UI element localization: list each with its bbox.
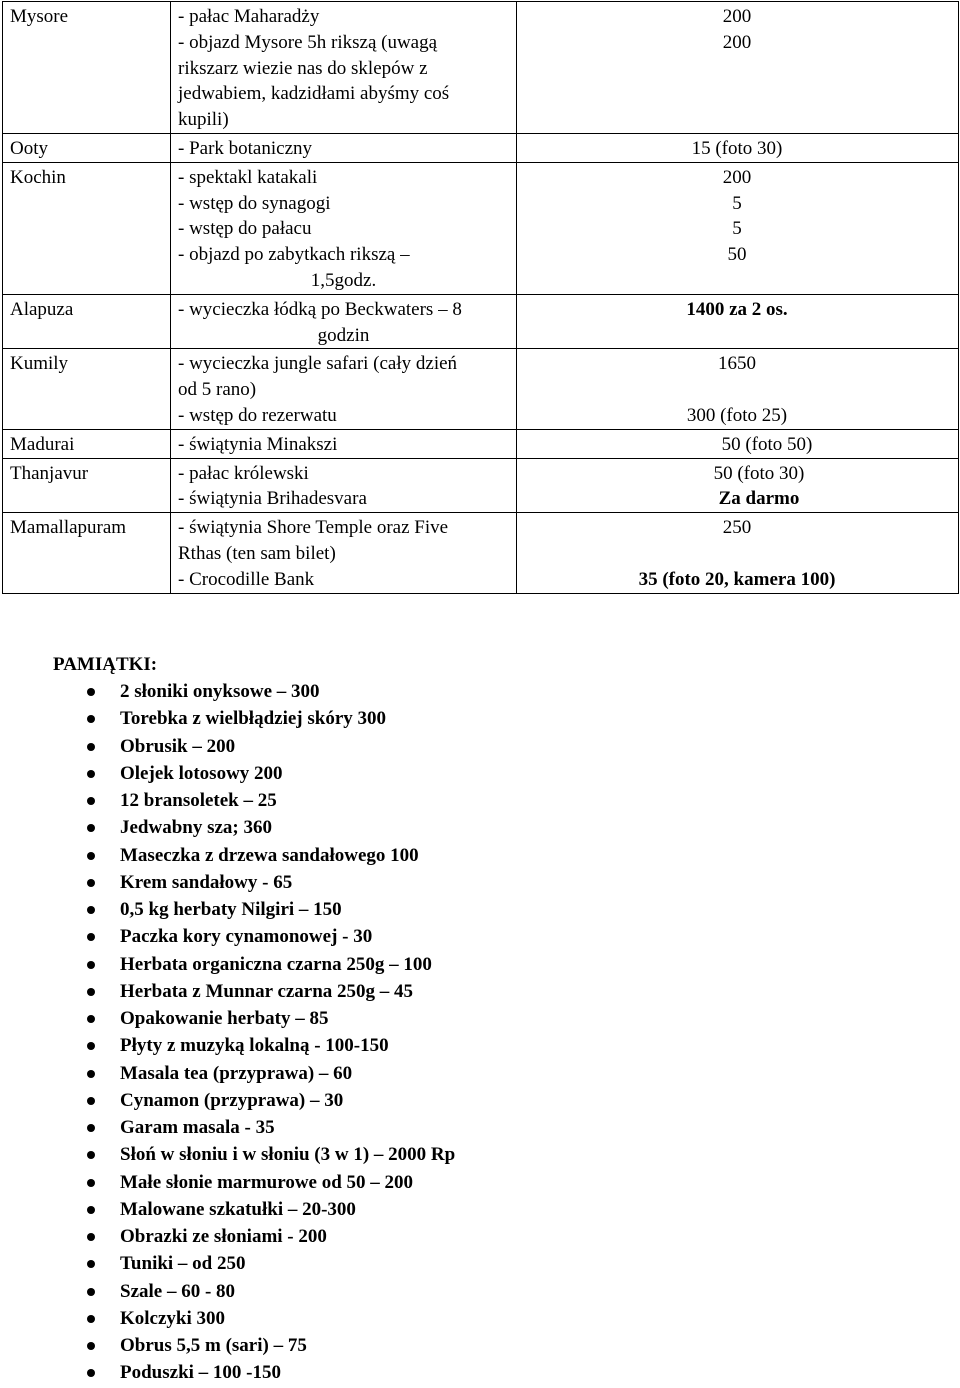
- price-line: 200: [722, 166, 752, 188]
- list-item-text: Szale – 60 - 80: [120, 1280, 236, 1302]
- table-row: [3, 2, 959, 134]
- bullet-icon: [87, 770, 95, 778]
- city-cell: Alapuza: [3, 294, 171, 349]
- list-item-text: Masala tea (przyprawa) – 60: [120, 1062, 353, 1084]
- list-item-text: Paczka kory cynamonowej - 30: [120, 926, 373, 948]
- activity-line: - Crocodille Bank: [178, 568, 315, 590]
- activity-line: - wstęp do pałacu: [178, 218, 312, 240]
- activity-line: - objazd po zabytkach rikszą –: [178, 244, 410, 266]
- list-item-text: Kolczyki 300: [120, 1307, 226, 1329]
- bullet-icon: [87, 933, 95, 941]
- list-item: [0, 843, 455, 870]
- bullet-icon: [87, 1288, 95, 1296]
- list-item: [0, 979, 455, 1006]
- list-item: [0, 788, 455, 815]
- bullet-icon: [87, 715, 95, 723]
- price-line: 35 (foto 20, kamera 100): [638, 568, 836, 590]
- price-cell: [517, 294, 959, 349]
- list-item-text: Obrazki ze słoniami - 200: [120, 1226, 327, 1247]
- price-cell: [517, 2, 959, 134]
- activities-cell: [171, 162, 517, 294]
- list-item: [0, 1061, 455, 1088]
- price-line: 15 (foto 30): [691, 137, 783, 159]
- bullet-icon: [87, 1179, 95, 1187]
- price-line: 200: [722, 6, 752, 27]
- activity-line: - świątynia Brihadesvara: [178, 488, 367, 510]
- price-line: 5: [732, 218, 742, 240]
- list-item-text: Opakowanie herbaty – 85: [120, 1008, 329, 1029]
- list-item: [0, 870, 455, 897]
- activities-cell: [171, 429, 517, 458]
- bullet-icon: [87, 961, 95, 969]
- city-cell: Ooty: [3, 133, 171, 162]
- list-item-text: Słoń w słoniu i w słoniu (3 w 1) – 2000 Rp: [120, 1144, 456, 1166]
- bullet-icon: [87, 688, 95, 696]
- list-item-text: Jedwabny sza; 360: [120, 817, 273, 839]
- bullet-icon: [87, 1260, 95, 1268]
- list-item: [0, 924, 455, 951]
- list-item-text: Garam masala - 35: [120, 1117, 275, 1138]
- activities-cell: [171, 349, 517, 429]
- list-item: [0, 1142, 455, 1169]
- activity-line: - wycieczka jungle safari (cały dzień: [178, 353, 458, 375]
- city-cell: Madurai: [3, 429, 171, 458]
- activity-line: - spektakl katakali: [178, 166, 318, 188]
- bullet-icon: [87, 824, 95, 832]
- list-item-text: Tuniki – od 250: [120, 1253, 246, 1275]
- table-row: [3, 133, 959, 162]
- list-item: [0, 1333, 455, 1360]
- price-cell: [517, 349, 959, 429]
- list-item: [0, 1279, 455, 1306]
- bullet-icon: [87, 852, 95, 860]
- bullet-icon: [87, 1042, 95, 1050]
- activity-line: Rthas (ten sam bilet): [178, 542, 336, 564]
- activities-cell: [171, 294, 517, 349]
- list-item-text: Poduszki – 100 -150: [120, 1362, 281, 1384]
- bullet-icon: [87, 1070, 95, 1078]
- list-item-text: Obrus 5,5 m (sari) – 75: [120, 1335, 307, 1356]
- table-row: [3, 349, 959, 429]
- list-item-text: Krem sandałowy - 65: [120, 871, 293, 893]
- table-row: [3, 162, 959, 294]
- activity-line: - wycieczka łódką po Beckwaters – 8: [178, 298, 462, 320]
- list-item: [0, 1251, 455, 1278]
- activities-cell: [171, 133, 517, 162]
- table-row: [3, 294, 959, 349]
- activity-line: jedwabiem, kadzidłami abyśmy coś: [178, 83, 450, 105]
- activity-line: - pałac Maharadży: [178, 6, 320, 27]
- activity-line: - wstęp do rezerwatu: [178, 404, 337, 426]
- list-item: [0, 1006, 455, 1033]
- activity-line: - świątynia Shore Temple oraz Five: [178, 517, 449, 539]
- price-line: 300 (foto 25): [686, 404, 788, 426]
- list-item-text: Małe słonie marmurowe od 50 – 200: [120, 1171, 414, 1193]
- bullet-icon: [87, 1151, 95, 1159]
- list-item: [0, 815, 455, 842]
- list-item-text: 0,5 kg herbaty Nilgiri – 150: [120, 899, 342, 920]
- bullet-icon: [87, 1342, 95, 1350]
- table-row: [3, 458, 959, 513]
- activity-line: - Park botaniczny: [178, 137, 313, 159]
- bullet-icon: [87, 879, 95, 887]
- list-item: [0, 1360, 455, 1387]
- bullet-icon: [87, 1369, 95, 1377]
- bullet-icon: [87, 743, 95, 751]
- bullet-icon: [87, 1124, 95, 1132]
- price-line: 250: [722, 517, 752, 539]
- price-line: 1400 za 2 os.: [686, 298, 788, 320]
- activity-line: rikszarz wiezie nas do sklepów z: [178, 57, 428, 79]
- list-item: [0, 706, 455, 733]
- list-item: [0, 1197, 455, 1224]
- list-item: [0, 952, 455, 979]
- price-line: 50: [727, 244, 747, 266]
- city-cell: Mysore: [3, 2, 171, 134]
- activities-cell: [171, 2, 517, 134]
- price-cell: [517, 133, 959, 162]
- activity-line: - wstęp do synagogi: [178, 192, 331, 214]
- activity-line: - świątynia Minakszi: [178, 433, 338, 455]
- list-item: [0, 1033, 455, 1060]
- bullet-icon: [87, 1097, 95, 1105]
- list-item: [0, 1306, 455, 1333]
- price-line: 200: [722, 31, 752, 53]
- city-cell: Kumily: [3, 349, 171, 429]
- list-item: [0, 1224, 455, 1251]
- list-item-text: Obrusik – 200: [120, 735, 236, 757]
- price-cell: [517, 429, 959, 458]
- activity-line: 1,5godz.: [310, 269, 377, 291]
- city-cell: Mamallapuram: [3, 513, 171, 593]
- list-item-text: Olejek lotosowy 200: [120, 762, 283, 784]
- souvenir-list: [0, 679, 455, 1388]
- price-cell: [517, 458, 959, 513]
- activity-line: od 5 rano): [178, 379, 257, 401]
- price-line: [587, 541, 887, 567]
- price-line: Za darmo: [718, 488, 800, 510]
- activity-line: - objazd Mysore 5h rikszą (uwagą: [178, 31, 438, 53]
- activity-line: godzin: [317, 324, 370, 346]
- list-item: [0, 734, 455, 761]
- bullet-icon: [87, 797, 95, 805]
- list-item-text: Herbata organiczna czarna 250g – 100: [120, 953, 432, 975]
- bullet-icon: [87, 906, 95, 914]
- list-item-text: 2 słoniki onyksowe – 300: [120, 681, 320, 702]
- list-item-text: Cynamon (przyprawa) – 30: [120, 1089, 344, 1111]
- activities-cell: [171, 513, 517, 593]
- bullet-icon: [87, 1315, 95, 1323]
- list-item-text: Torebka z wielbłądziej skóry 300: [120, 708, 387, 730]
- activity-line: kupili): [178, 109, 229, 131]
- list-item-text: Maseczka z drzewa sandałowego 100: [120, 844, 419, 866]
- bullet-icon: [87, 1206, 95, 1214]
- list-item-text: Płyty z muzyką lokalną - 100-150: [120, 1035, 389, 1057]
- list-item-text: Herbata z Munnar czarna 250g – 45: [120, 980, 414, 1002]
- list-item: [0, 679, 455, 706]
- price-line: 50 (foto 30): [713, 462, 805, 484]
- list-item-text: Malowane szkatułki – 20-300: [120, 1198, 356, 1220]
- table-row: [3, 513, 959, 593]
- cost-table: [2, 1, 959, 594]
- list-item-text: 12 bransoletek – 25: [120, 790, 277, 811]
- activity-line: - pałac królewski: [178, 462, 309, 484]
- activities-cell: [171, 458, 517, 513]
- bullet-icon: [87, 988, 95, 996]
- price-cell: [517, 513, 959, 593]
- price-line: 50 (foto 50): [721, 433, 813, 455]
- city-cell: Thanjavur: [3, 458, 171, 513]
- list-item: [0, 1170, 455, 1197]
- list-item: [0, 897, 455, 924]
- list-item: [0, 1115, 455, 1142]
- price-line: 5: [732, 192, 742, 214]
- price-line: 1650: [718, 353, 756, 375]
- price-line: [587, 377, 887, 403]
- souvenirs-heading: PAMIĄTKI:: [53, 654, 158, 675]
- bullet-icon: [87, 1015, 95, 1023]
- price-cell: [517, 162, 959, 294]
- bullet-icon: [87, 1233, 95, 1241]
- list-item: [0, 761, 455, 788]
- city-cell: Kochin: [3, 162, 171, 294]
- table-row: [3, 429, 959, 458]
- list-item: [0, 1088, 455, 1115]
